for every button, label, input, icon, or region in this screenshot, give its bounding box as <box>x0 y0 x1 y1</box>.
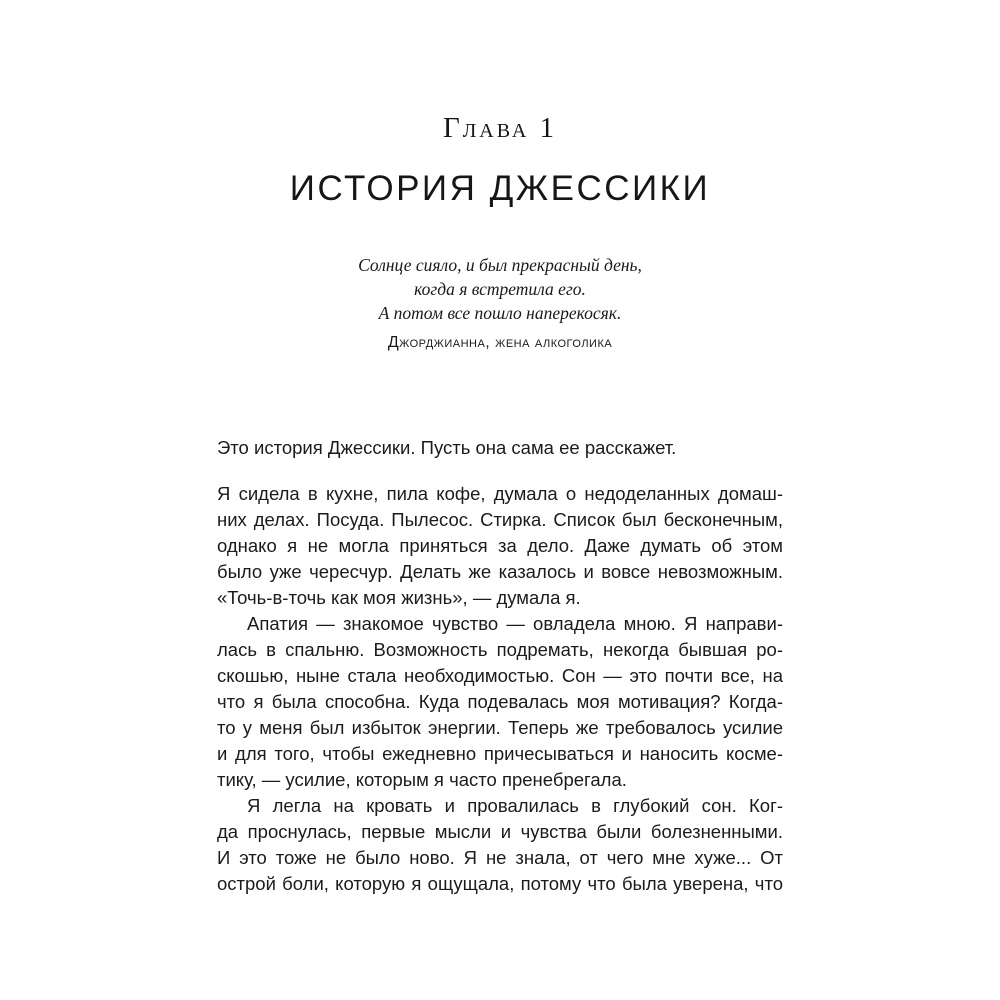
epigraph-line: Солнце сияло, и был прекрасный день, <box>358 255 642 275</box>
text-line: скошью, ныне стала необходимостью. Сон — это почти все, на <box>217 665 783 686</box>
epigraph-line: когда я встретила его. <box>414 279 586 299</box>
body-text <box>217 435 783 897</box>
text-line: однако я не могла приняться за дело. Даже думать об этом <box>217 535 783 556</box>
paragraph <box>217 611 783 793</box>
text-line: и для того, чтобы ежедневно причесываться и наносить косме- <box>217 743 783 764</box>
epigraph <box>217 253 783 355</box>
text-line: Я легла на кровать и провалилась в глубокий сон. Ког- <box>247 795 783 816</box>
text-line: острой боли, которую я ощущала, потому что была уверена, что <box>217 873 783 894</box>
paragraph <box>217 481 783 611</box>
body-paragraphs <box>217 481 783 897</box>
epigraph-line: А потом все пошло наперекосяк. <box>378 303 622 323</box>
chapter-title: ИСТОРИЯ ДЖЕССИКИ <box>289 169 711 208</box>
text-line: что я была способна. Куда подевалась моя мотивация? Когда- <box>217 691 783 712</box>
text-line: «Точь-в-точь как моя жизнь», — думала я. <box>217 587 581 608</box>
text-line: Апатия — знакомое чувство — овладела мною. Я направи- <box>247 613 783 634</box>
text-line: И это тоже не было ново. Я не знала, от чего мне хуже... От <box>217 847 783 868</box>
chapter-label: Глава 1 <box>442 112 558 144</box>
text-line: было уже чересчур. Делать же казалось и вовсе невозможным. <box>217 561 783 582</box>
intro-paragraph: Это история Джессики. Пусть она сама ее расскажет. <box>217 437 677 458</box>
text-line: да проснулась, первые мысли и чувства были болезненными. <box>217 821 783 842</box>
text-line: них делах. Посуда. Пылесос. Стирка. Список был бесконечным, <box>217 509 783 530</box>
epigraph-attribution: Джорджианна, жена алкоголика <box>387 334 613 351</box>
text-line: лась в спальню. Возможность подремать, некогда бывшая ро- <box>217 639 783 660</box>
text-line: тику, — усилие, которым я часто пренебрегала. <box>217 769 627 790</box>
paragraph <box>217 793 783 897</box>
text-line: то у меня был избыток энергии. Теперь же требовалось усилие <box>217 717 783 738</box>
text-line: Я сидела в кухне, пила кофе, думала о недоделанных домаш- <box>217 483 783 504</box>
page-content <box>217 0 783 897</box>
